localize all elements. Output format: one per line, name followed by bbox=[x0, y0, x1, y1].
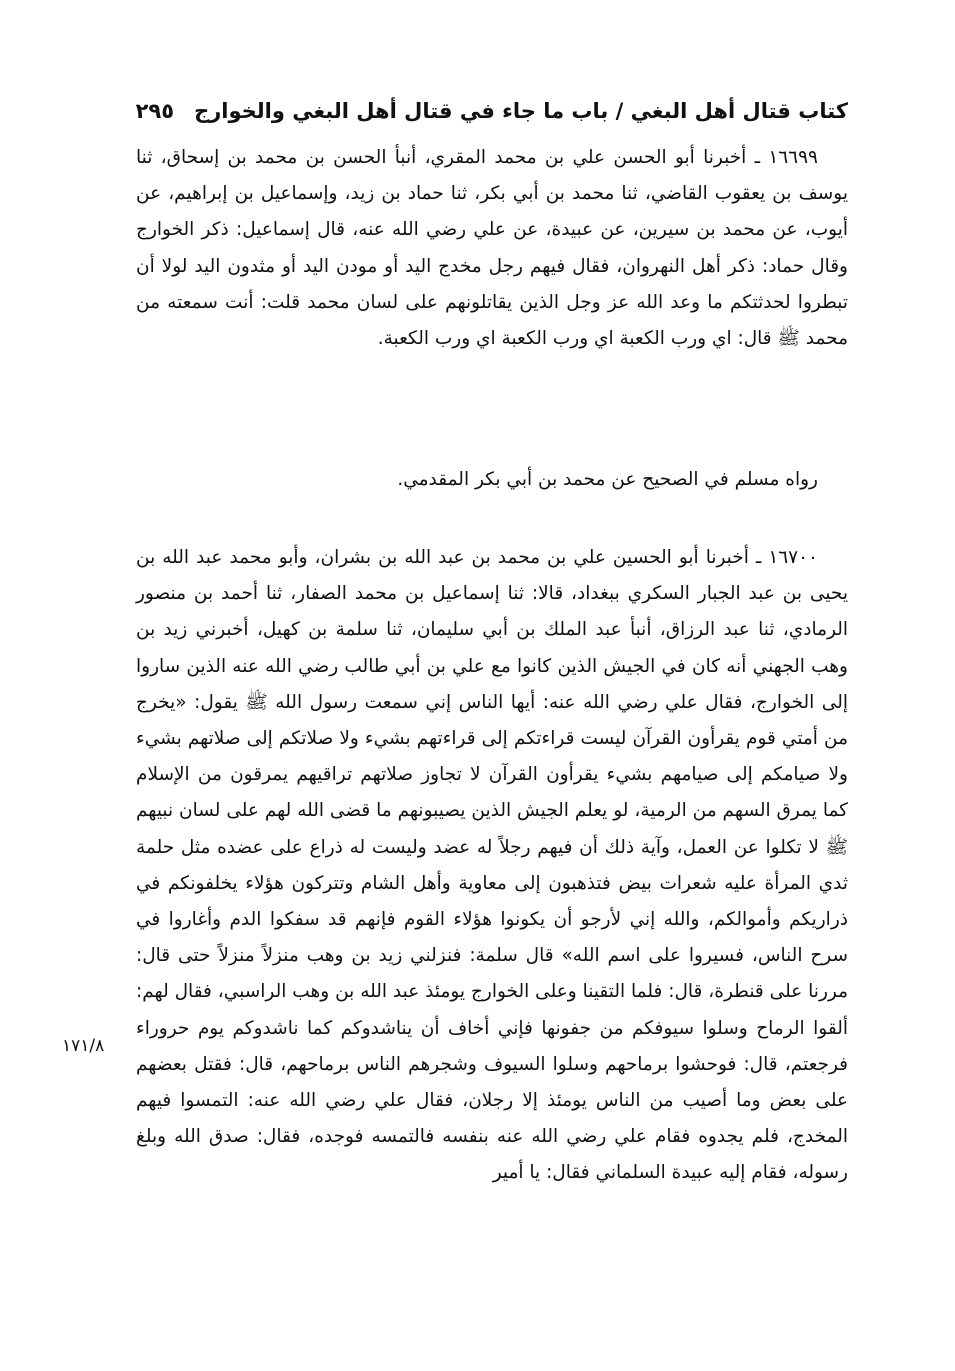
hadith-16699 bbox=[136, 140, 848, 357]
takhrij-paragraph: رواه مسلم في الصحيح عن محمد بن أبي بكر المقدمي. bbox=[397, 469, 818, 490]
hadith-paragraph: ١٦٧٠٠ ـ أخبرنا أبو الحسين علي بن محمد بن عبد الله بن بشران، وأبو محمد عبد الله بن يحيى بن عبد الجبار السكري ببغداد، قالا: ثنا إسماعيل بن محمد الصفار، ثنا أحمد بن منصور الرمادي، ثنا عبد الرزاق، أنبأ عبد الملك بن أبي سليمان، ثنا سلمة بن كهيل، أخبرني زيد بن وهب الجهني أنه كان في الجيش الذين كانوا مع علي بن أبي طالب رضي الله عنه الذين ساروا إلى الخوارج، فقال علي رضي الله عنه: أيها الناس إني سمعت رسول الله ﷺ يقول: «يخرج من أمتي قوم يقرأون القرآن ليست قراءتكم إلى قراءتهم بشيء ولا صلاتكم إلى صلاتهم بشيء ولا صيامكم إلى صيامهم بشيء يقرأون القرآن لا تجاوز صلاتهم تراقيهم يمرقون من الإسلام كما يمرق السهم من الرمية، لو يعلم الجيش الذين يصيبونهم ما قضى الله لهم على لسان نبيهم ﷺ لا تكلوا عن العمل، وآية ذلك أن فيهم رجلاً له عضد وليست له ذراع على عضده مثل حلمة ثدي المرأة عليه شعرات بيض فتذهبون إلى معاوية وأهل الشام وتتركون هؤلاء يخلفونكم في ذراريكم وأموالكم، والله إني لأرجو أن يكونوا هؤلاء القوم فإنهم قد سفكوا الدم وأغاروا في سرح الناس، فسيروا على اسم الله» قال سلمة: فنزلني زيد بن وهب منزلاً منزلاً حتى قال: مررنا على قنطرة، قال: فلما التقينا وعلى الخوارج يومئذ عبد الله بن وهب الراسبي، فقال لهم: ألقوا الرماح وسلوا سيوفكم من جفونها فإني أخاف أن يناشدوكم كما ناشدوكم يوم حروراء فرجعتم، قال: فوحشوا برماحهم وسلوا السيوف وشجرهم الناس برماحهم، قال: فقتل بعضهم على بعض وما أصيب من الناس يومئذ إلا رجلان، فقال علي رضي الله عنه: التمسوا فيهم المخدج، فلم يجدوه فقام علي رضي الله عنه بنفسه فالتمسه فوجده، فقال: صدق الله وبلغ رسوله، فقام إليه عبيدة السلماني فقال: يا أمير bbox=[136, 547, 848, 1184]
page-header bbox=[136, 88, 848, 132]
hadith-16700 bbox=[136, 540, 848, 1192]
hadith-paragraph: ١٦٦٩٩ ـ أخبرنا أبو الحسن علي بن محمد المقري، أنبأ الحسن بن محمد بن إسحاق، ثنا يوسف بن يعقوب القاضي، ثنا محمد بن أبي بكر، ثنا حماد بن زيد، وإسماعيل بن إبراهيم، عن أيوب، عن محمد بن سيرين، عن عبيدة، عن علي رضي الله عنه، قال إسماعيل: ذكر الخوارج وقال حماد: ذكر أهل النهروان، فقال فيهم رجل مخدج اليد أو مودن اليد أو مثدون اليد لولا أن تبطروا لحدثتكم ما وعد الله عز وجل الذين يقاتلونهم على لسان محمد قلت: أنت سمعته من محمد ﷺ قال: اي ورب الكعبة اي ورب الكعبة اي ورب الكعبة. bbox=[136, 147, 848, 350]
page-number: ٢٩٥ bbox=[135, 99, 175, 123]
takhrij-note bbox=[136, 462, 848, 498]
margin-reference: ١٧١/٨ bbox=[62, 1036, 105, 1056]
running-title: كتاب قتال أهل البغي / باب ما جاء في قتال أهل البغي والخوارج bbox=[194, 99, 848, 123]
